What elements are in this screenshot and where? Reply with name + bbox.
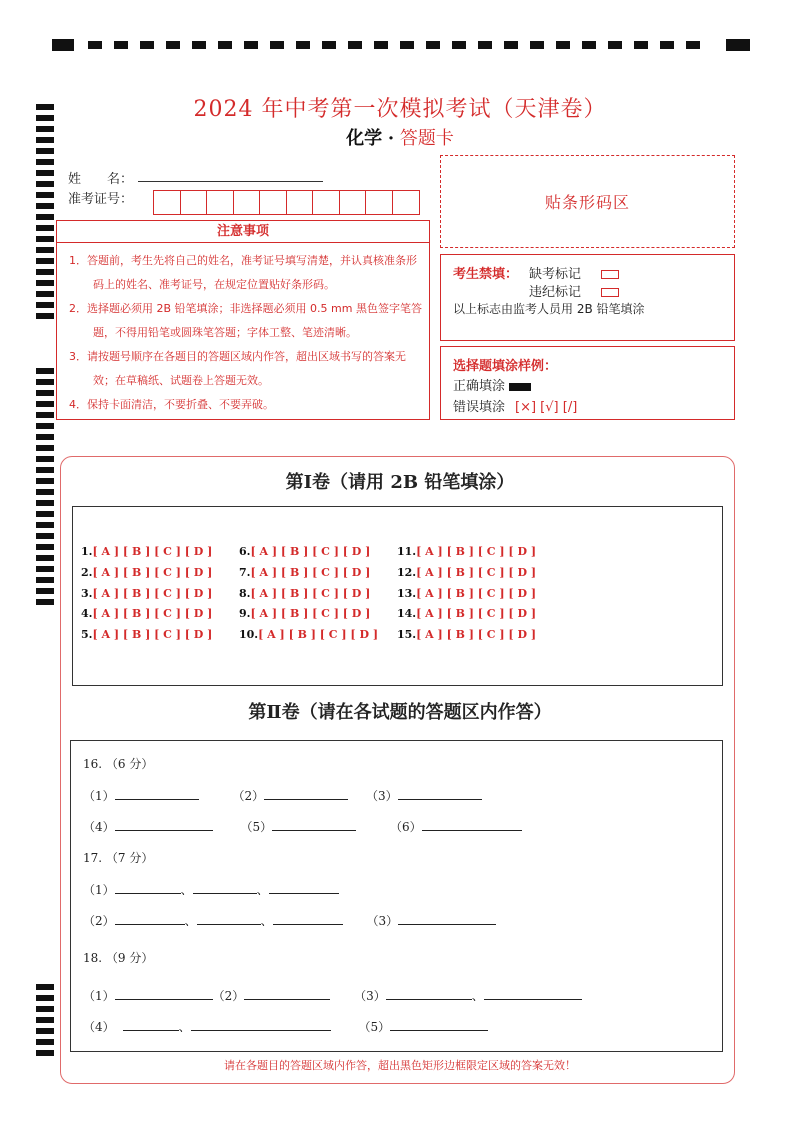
timing-mark — [36, 379, 54, 385]
mc-options[interactable]: [ A ] [ B ] [ C ] [ D ] — [92, 545, 213, 558]
id-label: 准考证号： — [68, 192, 134, 207]
answer-blank[interactable] — [272, 819, 356, 831]
mc-options[interactable]: [ A ] [ B ] [ C ] [ D ] — [92, 586, 213, 600]
page-subtitle — [0, 124, 800, 150]
q16-row1 — [83, 787, 482, 804]
mc-options[interactable]: [ A ] [ B ] [ C ] [ D ] — [416, 607, 537, 621]
question-number: 3. — [81, 586, 93, 600]
answer-blank[interactable] — [398, 788, 482, 800]
separator: 、 — [180, 883, 193, 897]
timing-mark — [36, 1028, 54, 1034]
question-number: 14. — [397, 607, 417, 621]
timing-mark — [36, 181, 54, 187]
mc-row[interactable] — [239, 584, 378, 605]
timing-mark — [400, 41, 414, 49]
timing-mark — [36, 445, 54, 451]
timing-marks-left-bottom — [36, 984, 54, 1064]
timing-mark — [36, 533, 54, 539]
question-number: 15. — [397, 628, 417, 642]
timing-mark — [582, 41, 596, 49]
question-number: 7. — [239, 565, 251, 579]
separator: 、 — [256, 883, 269, 897]
timing-mark — [556, 41, 570, 49]
answer-blank[interactable] — [244, 988, 330, 1000]
mc-row[interactable] — [81, 542, 212, 563]
answer-blank[interactable] — [386, 988, 472, 1000]
timing-mark — [36, 170, 54, 176]
barcode-area — [440, 155, 735, 248]
question-number: 12. — [397, 565, 417, 579]
timing-mark — [36, 599, 54, 605]
barcode-area-label: 贴条形码区 — [544, 193, 630, 212]
mc-options[interactable]: [ A ] [ B ] [ C ] [ D ] — [92, 628, 213, 642]
q16-row2 — [83, 818, 522, 835]
question-number: 8. — [239, 586, 251, 600]
absent-mark-box[interactable] — [601, 270, 619, 279]
timing-mark — [426, 41, 440, 49]
timing-mark — [36, 291, 54, 297]
timing-mark — [36, 203, 54, 209]
timing-mark — [36, 423, 54, 429]
mc-row[interactable] — [81, 625, 212, 646]
timing-mark — [36, 456, 54, 462]
timing-mark — [52, 39, 74, 51]
timing-mark — [348, 41, 362, 49]
notice-box — [56, 220, 430, 420]
mc-options[interactable]: [ A ] [ B ] [ C ] [ D ] — [416, 628, 537, 642]
timing-mark — [36, 1039, 54, 1045]
question-number: 9. — [239, 607, 251, 621]
question-number: 13. — [397, 586, 417, 600]
mc-options[interactable]: [ A ] [ B ] [ C ] [ D ] — [250, 607, 371, 621]
mc-row[interactable] — [397, 625, 536, 646]
timing-mark — [36, 1006, 54, 1012]
mc-options[interactable]: [ A ] [ B ] [ C ] [ D ] — [416, 586, 537, 600]
part-label: （2） — [212, 989, 245, 1003]
timing-mark — [114, 41, 128, 49]
violation-mark-label: 违纪标记 — [529, 285, 582, 300]
notice-item: 1．答题前，考生先将自己的姓名，准考证号填写清楚，并认真核准条形码上的姓名、准考证号，在规定位置贴好条形码。 — [69, 254, 417, 291]
answer-blank[interactable] — [115, 788, 199, 800]
timing-mark — [88, 41, 102, 49]
part-label: （5） — [240, 820, 273, 834]
timing-mark — [36, 390, 54, 396]
mc-row[interactable] — [81, 584, 212, 605]
timing-mark — [452, 41, 466, 49]
question-number: 1. — [81, 545, 93, 558]
timing-mark — [140, 41, 154, 49]
part-label: （2） — [83, 914, 115, 928]
part-label: （3） — [366, 914, 399, 928]
timing-mark — [478, 41, 492, 49]
timing-marks-top — [52, 39, 750, 51]
timing-mark — [218, 41, 232, 49]
answer-blank[interactable] — [264, 788, 348, 800]
timing-mark — [36, 280, 54, 286]
part-label: （2） — [232, 789, 265, 803]
name-label: 姓 名： — [68, 172, 134, 187]
timing-mark — [36, 522, 54, 528]
answer-blank[interactable] — [273, 913, 343, 925]
correct-fill-label: 正确填涂 — [453, 379, 506, 394]
section2-title: 第Ⅱ卷（请在各试题的答题区内作答） — [248, 702, 552, 723]
subject-label: 化学 — [346, 128, 383, 149]
id-cell[interactable] — [313, 191, 340, 214]
notice-item: 3．请按题号顺序在各题目的答题区域内作答，超出区域书写的答案无效；在草稿纸、试题卷上答题无效。 — [69, 350, 406, 387]
timing-mark — [36, 313, 54, 319]
fill-sample-label: 选择题填涂样例： — [453, 359, 558, 374]
timing-mark — [726, 39, 750, 51]
mc-column — [397, 542, 536, 646]
answer-blank[interactable] — [484, 988, 582, 1000]
timing-mark — [36, 225, 54, 231]
notice-title: 注意事项 — [57, 221, 429, 243]
timing-mark — [36, 258, 54, 264]
answer-blank[interactable] — [398, 913, 496, 925]
correct-fill-row — [453, 375, 531, 394]
subtitle-separator: · — [387, 128, 395, 149]
mc-options[interactable]: [ A ] [ B ] [ C ] [ D ] — [250, 565, 371, 579]
timing-mark — [634, 41, 648, 49]
timing-mark — [36, 1050, 54, 1056]
mc-row[interactable] — [81, 563, 212, 584]
answer-blank[interactable] — [115, 913, 185, 925]
question-number: 10. — [239, 628, 259, 642]
q18-row1 — [83, 987, 582, 1004]
question-16-header: 16. （6 分） — [83, 757, 154, 771]
question-17-header: 17. （7 分） — [83, 851, 154, 865]
timing-mark — [36, 588, 54, 594]
id-cell[interactable] — [366, 191, 393, 214]
wrong-fill-label: 错误填涂 — [453, 400, 506, 415]
timing-mark — [36, 544, 54, 550]
timing-mark — [36, 269, 54, 275]
timing-mark — [36, 302, 54, 308]
answer-card-label: 答题卡 — [399, 128, 454, 149]
mc-row[interactable] — [397, 542, 536, 563]
page-title: 2024 年中考第一次模拟考试（天津卷） — [193, 97, 607, 122]
timing-mark — [504, 41, 518, 49]
mc-row[interactable] — [239, 625, 378, 646]
timing-mark — [36, 368, 54, 374]
id-cell[interactable] — [207, 191, 234, 214]
question-18-header: 18. （9 分） — [83, 951, 154, 965]
timing-mark — [36, 577, 54, 583]
absent-mark-label: 缺考标记 — [529, 267, 582, 282]
part-label: （6） — [389, 820, 422, 834]
mc-column — [239, 542, 378, 646]
timing-mark — [36, 434, 54, 440]
timing-mark — [166, 41, 180, 49]
timing-mark — [36, 412, 54, 418]
part-label: （1） — [83, 989, 115, 1003]
question-number: 6. — [239, 545, 251, 558]
id-cell[interactable] — [340, 191, 367, 214]
timing-mark — [36, 511, 54, 517]
question-number: 4. — [81, 607, 93, 621]
separator: 、 — [471, 989, 484, 1003]
timing-mark — [686, 41, 700, 49]
mc-row[interactable] — [397, 563, 536, 584]
fill-sample-box — [440, 346, 735, 420]
mc-options[interactable]: [ A ] [ B ] [ C ] [ D ] — [250, 545, 371, 558]
part-label: （4） — [83, 820, 115, 834]
timing-mark — [270, 41, 284, 49]
timing-marks-left — [36, 104, 54, 604]
mc-options[interactable]: [ A ] [ B ] [ C ] [ D ] — [92, 607, 213, 621]
timing-mark — [36, 555, 54, 561]
answer-blank[interactable] — [197, 913, 261, 925]
question-number: 5. — [81, 628, 93, 642]
timing-mark — [322, 41, 336, 49]
part-label: （4） — [83, 1020, 115, 1034]
separator: 、 — [184, 914, 197, 928]
id-cell[interactable] — [393, 191, 420, 214]
q18-row2 — [83, 1018, 488, 1035]
timing-mark — [660, 41, 674, 49]
violation-mark-box[interactable] — [601, 288, 619, 297]
wrong-fill-row — [453, 396, 577, 415]
mc-options[interactable]: [ A ] [ B ] [ C ] [ D ] — [258, 628, 379, 642]
answer-blank[interactable] — [115, 882, 181, 894]
timing-mark — [36, 192, 54, 198]
section1-title: 第Ⅰ卷（请用 2B 铅笔填涂） — [285, 472, 515, 493]
timing-mark — [36, 995, 54, 1001]
answer-blank[interactable] — [193, 882, 257, 894]
absent-mark-row — [529, 263, 619, 282]
q17-row2 — [83, 912, 496, 929]
answer-blank[interactable] — [123, 1019, 179, 1031]
mc-options[interactable]: [ A ] [ B ] [ C ] [ D ] — [416, 565, 537, 579]
timing-mark — [530, 41, 544, 49]
part-label: （3） — [354, 989, 386, 1003]
part-label: （5） — [358, 1020, 391, 1034]
timing-mark — [36, 159, 54, 165]
question-number: 11. — [397, 545, 417, 558]
name-field[interactable] — [138, 181, 323, 182]
answer-blank[interactable] — [115, 988, 213, 1000]
mc-column — [81, 542, 212, 646]
id-cell[interactable] — [287, 191, 314, 214]
filled-mark-sample — [509, 383, 531, 391]
notice-item: 2．选择题必须用 2B 铅笔填涂；非选择题必须用 0.5 mm 黑色签字笔答题，不得用铅笔或圆珠笔答题；字体工整、笔迹清晰。 — [69, 302, 422, 339]
mc-row[interactable] — [397, 604, 536, 625]
part-label: （1） — [83, 789, 115, 803]
timing-mark — [36, 247, 54, 253]
mc-options[interactable]: [ A ] [ B ] [ C ] [ D ] — [92, 565, 213, 579]
separator: 、 — [178, 1020, 191, 1034]
separator: 、 — [260, 914, 273, 928]
wrong-fill-marks: [×] [√] [/] — [515, 400, 578, 415]
mc-row[interactable] — [397, 584, 536, 605]
id-cell[interactable] — [234, 191, 261, 214]
forbidden-label: 考生禁填： — [453, 267, 519, 282]
multiple-choice-box — [72, 506, 723, 686]
mc-options[interactable]: [ A ] [ B ] [ C ] [ D ] — [250, 586, 371, 600]
question-number: 2. — [81, 565, 93, 579]
mc-row[interactable] — [239, 563, 378, 584]
timing-mark — [36, 214, 54, 220]
answer-blank[interactable] — [191, 1019, 331, 1031]
answer-blank[interactable] — [115, 819, 213, 831]
timing-mark — [374, 41, 388, 49]
mc-options[interactable]: [ A ] [ B ] [ C ] [ D ] — [416, 545, 537, 558]
notice-item: 4．保持卡面清洁，不要折叠、不要弄破。 — [69, 398, 274, 411]
mc-row[interactable] — [239, 604, 378, 625]
timing-mark — [36, 236, 54, 242]
timing-mark — [36, 984, 54, 990]
footer-warning: 请在各题目的答题区域内作答，超出黑色矩形边框限定区域的答案无效！ — [224, 1059, 576, 1072]
timing-mark — [36, 566, 54, 572]
timing-mark — [36, 500, 54, 506]
part-label: （3） — [365, 789, 398, 803]
answer-blank[interactable] — [422, 819, 522, 831]
q17-row1 — [83, 881, 339, 898]
answer-blank[interactable] — [269, 882, 339, 894]
forbidden-note: 以上标志由监考人员用 2B 铅笔填涂 — [453, 302, 645, 316]
timing-mark — [244, 41, 258, 49]
mc-row[interactable] — [81, 604, 212, 625]
mc-row[interactable] — [239, 542, 378, 563]
timing-mark — [36, 1017, 54, 1023]
short-answer-box — [70, 740, 723, 1052]
id-cell[interactable] — [181, 191, 208, 214]
id-cell[interactable] — [154, 191, 181, 214]
violation-mark-row — [529, 281, 619, 300]
id-cell[interactable] — [260, 191, 287, 214]
part-label: （1） — [83, 883, 115, 897]
timing-mark — [36, 401, 54, 407]
examinee-forbidden-box — [440, 254, 735, 341]
timing-mark — [192, 41, 206, 49]
answer-blank[interactable] — [390, 1019, 488, 1031]
timing-mark — [608, 41, 622, 49]
id-number-cells[interactable] — [153, 190, 420, 215]
timing-mark — [296, 41, 310, 49]
